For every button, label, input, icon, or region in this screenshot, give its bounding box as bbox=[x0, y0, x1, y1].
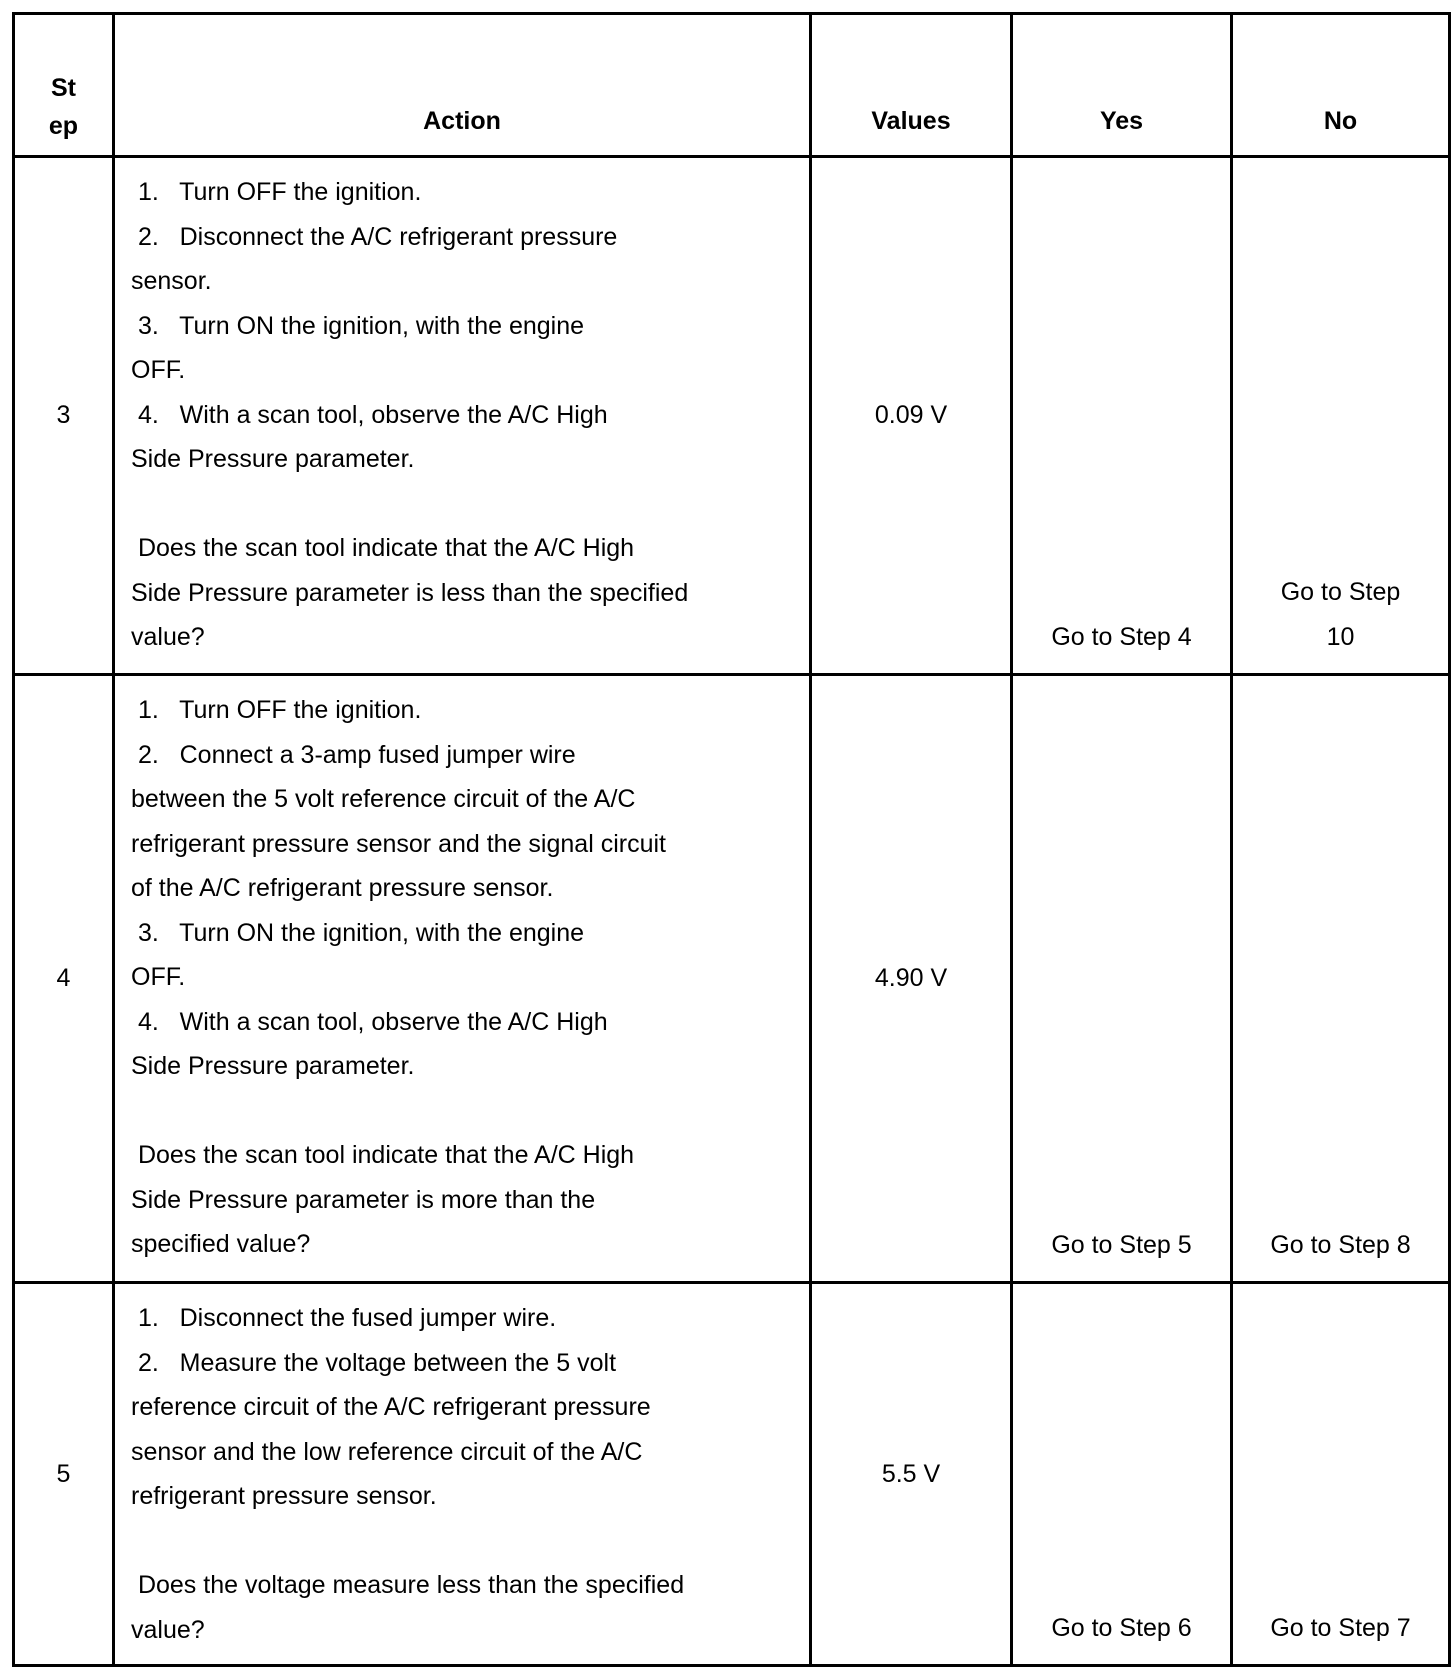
question-line: Does the voltage measure less than the specified bbox=[131, 1571, 685, 1599]
question-line: Side Pressure parameter is more than the bbox=[131, 1185, 596, 1214]
action-line: 2. Measure the voltage between the 5 volt bbox=[131, 1348, 617, 1377]
table-row bbox=[14, 1283, 1450, 1666]
step-number: 5 bbox=[14, 1283, 114, 1666]
table-row bbox=[14, 157, 1450, 675]
action-line: Side Pressure parameter. bbox=[131, 1052, 415, 1080]
no-link-text: Go to Step bbox=[1280, 578, 1401, 606]
table-row bbox=[14, 675, 1450, 1283]
action-line: 4. With a scan tool, observe the A/C High bbox=[131, 1007, 608, 1036]
yes-link-text: Go to Step 4 bbox=[1051, 622, 1192, 651]
action-line: OFF. bbox=[131, 356, 186, 384]
yes-cell bbox=[1012, 1283, 1232, 1666]
value-cell: 0.09 V bbox=[811, 157, 1012, 675]
diagnostic-steps-table bbox=[12, 12, 1451, 1667]
action-line: 1. Turn OFF the ignition. bbox=[131, 178, 422, 206]
action-line: sensor. bbox=[131, 267, 212, 295]
header-action: Action bbox=[114, 14, 811, 157]
yes-cell bbox=[1012, 675, 1232, 1283]
action-cell bbox=[114, 157, 811, 675]
yes-link-text: Go to Step 6 bbox=[1051, 1613, 1192, 1642]
no-cell bbox=[1232, 157, 1450, 675]
question-line: specified value? bbox=[131, 1230, 311, 1258]
value-cell: 4.90 V bbox=[811, 675, 1012, 1283]
table-header-row bbox=[14, 14, 1450, 157]
action-line: 4. With a scan tool, observe the A/C High bbox=[131, 400, 608, 429]
action-line: OFF. bbox=[131, 963, 186, 991]
value-cell: 5.5 V bbox=[811, 1283, 1012, 1666]
action-line: reference circuit of the A/C refrigerant pressure bbox=[131, 1393, 651, 1421]
action-line: of the A/C refrigerant pressure sensor. bbox=[131, 874, 554, 902]
no-cell bbox=[1232, 1283, 1450, 1666]
header-step bbox=[14, 14, 114, 157]
action-line: sensor and the low reference circuit of the A/C bbox=[131, 1437, 643, 1466]
no-link-text: 10 bbox=[1326, 622, 1355, 651]
no-link-text: Go to Step 7 bbox=[1270, 1613, 1411, 1642]
action-line: refrigerant pressure sensor. bbox=[131, 1482, 437, 1510]
action-line: 3. Turn ON the ignition, with the engine bbox=[131, 918, 585, 947]
header-step-line-2: ep bbox=[48, 112, 79, 140]
question-line: value? bbox=[131, 1615, 205, 1644]
action-line: refrigerant pressure sensor and the signal circuit bbox=[131, 829, 666, 858]
spacer bbox=[131, 1089, 789, 1134]
action-line: 2. Disconnect the A/C refrigerant pressure bbox=[131, 222, 618, 251]
action-line: between the 5 volt reference circuit of the A/C bbox=[131, 785, 636, 813]
question-line: Does the scan tool indicate that the A/C High bbox=[131, 534, 635, 562]
header-yes: Yes bbox=[1012, 14, 1232, 157]
spacer bbox=[131, 482, 789, 527]
question-line: value? bbox=[131, 623, 205, 651]
action-cell bbox=[114, 675, 811, 1283]
action-line: 1. Turn OFF the ignition. bbox=[131, 696, 422, 724]
question-line: Side Pressure parameter is less than the specified bbox=[131, 578, 689, 607]
action-line: 1. Disconnect the fused jumper wire. bbox=[131, 1304, 557, 1332]
action-line: 3. Turn ON the ignition, with the engine bbox=[131, 311, 585, 340]
no-link-text: Go to Step 8 bbox=[1270, 1230, 1411, 1259]
question-line: Does the scan tool indicate that the A/C High bbox=[131, 1141, 635, 1169]
step-number: 3 bbox=[14, 157, 114, 675]
header-values: Values bbox=[811, 14, 1012, 157]
yes-cell bbox=[1012, 157, 1232, 675]
no-cell bbox=[1232, 675, 1450, 1283]
spacer bbox=[131, 1519, 789, 1564]
header-no: No bbox=[1232, 14, 1450, 157]
action-line: 2. Connect a 3-amp fused jumper wire bbox=[131, 740, 576, 769]
step-number: 4 bbox=[14, 675, 114, 1283]
yes-link-text: Go to Step 5 bbox=[1051, 1230, 1192, 1259]
header-step-line-1: St bbox=[51, 74, 76, 102]
action-cell bbox=[114, 1283, 811, 1666]
action-line: Side Pressure parameter. bbox=[131, 445, 415, 473]
